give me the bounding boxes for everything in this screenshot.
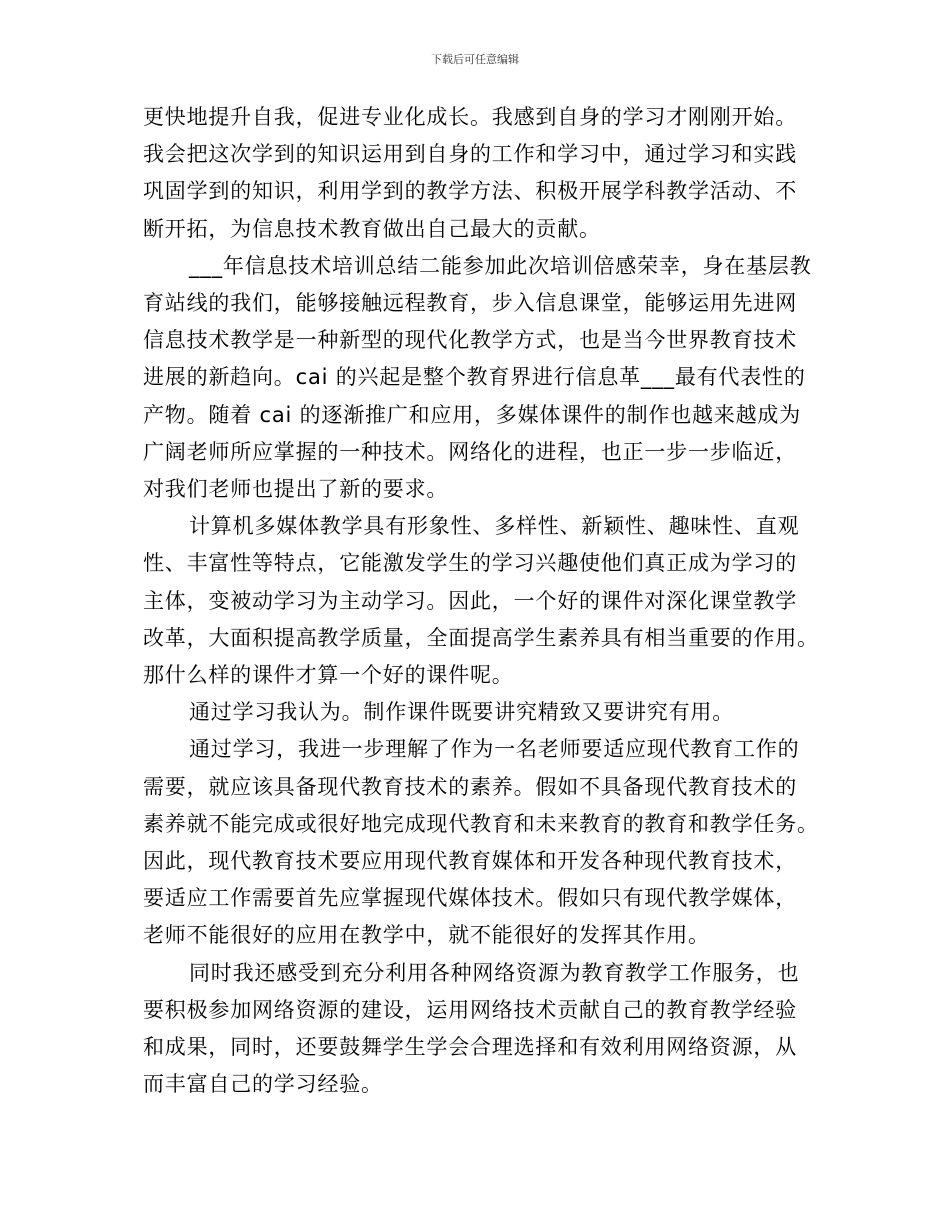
paragraph-education-technology [143,731,819,954]
page-header: 下载后可任意编辑 [431,53,519,66]
paragraph-multimedia [143,508,819,694]
text-line: 更快地提升自我，促进专业化成长。我感到自身的学习才刚刚开始。 [143,105,797,129]
text-line: 需要，就应该具备现代教育技术的素养。假如不具备现代教育技术的 [143,774,797,799]
text-line: 因此，现代教育技术要应用现代教育媒体和开发各种现代教育技术， [143,849,797,874]
text-line: 进展的新趋向。cai 的兴起是整个教育界进行信息革___最有代表性的 [143,365,806,390]
text-line: 信息技术教学是一种新型的现代化教学方式，也是当今世界教育技术 [143,328,797,353]
paragraph-network-resources [143,955,811,1104]
text-line: 和成果，同时，还要鼓舞学生学会合理选择和有效利用网络资源，从 [143,1035,797,1060]
text-line: 主体，变被动学习为主动学习。因此，一个好的课件对深化课堂教学 [143,588,797,613]
paragraph-training-summary [143,248,811,508]
text-line: 素养就不能完成或很好地完成现代教育和未来教育的教育和教学任务。 [143,811,819,836]
text-line: 产物。随着 cai 的逐渐推广和应用，多媒体课件的制作也越来越成为 [143,402,801,427]
text-line: ___年信息技术培训总结二能参加此次培训倍感荣幸，身在基层教 [189,253,812,278]
text-line: 改革，大面积提高教学质量，全面提高学生素养具有相当重要的作用。 [143,625,819,650]
text-line: 那什么样的课件才算一个好的课件呢。 [143,663,514,688]
text-line: 我会把这次学到的知识运用到自身的工作和学习中，通过学习和实践 [143,142,797,167]
text-line: 性、丰富性等特点，它能激发学生的学习兴趣使他们真正成为学习的 [143,551,797,576]
text-line: 通过学习，我进一步理解了作为一名老师要适应现代教育工作的 [189,737,800,762]
text-line: 同时我还感受到充分利用各种网络资源为教育教学工作服务，也 [189,960,800,985]
paragraph-courseware [143,694,811,731]
text-line: 通过学习我认为。制作课件既要讲究精致又要讲究有用。 [189,700,734,725]
text-line: 断开拓，为信息技术教育做出自己最大的贡献。 [143,216,601,241]
paragraph-continuation [143,99,811,248]
document-body [143,99,819,1103]
text-line: 巩固学到的知识，利用学到的教学方法、积极开展学科教学活动、不 [143,179,797,204]
text-line: 要积极参加网络资源的建设，运用网络技术贡献自己的教育教学经验 [143,997,797,1022]
text-line: 要适应工作需要首先应掌握现代媒体技术。假如只有现代教学媒体， [143,886,797,911]
text-line: 广阔老师所应掌握的一种技术。网络化的进程，也正一步一步临近， [143,439,797,464]
text-line: 对我们老师也提出了新的要求。 [143,477,449,502]
text-line: 育站线的我们，能够接触远程教育，步入信息课堂，能够运用先进网 [143,291,797,316]
text-line: 老师不能很好的应用在教学中，就不能很好的发挥其作用。 [143,923,710,948]
text-line: 而丰富自己的学习经验。 [143,1072,383,1097]
text-line: 计算机多媒体教学具有形象性、多样性、新颖性、趣味性、直观 [189,514,800,539]
